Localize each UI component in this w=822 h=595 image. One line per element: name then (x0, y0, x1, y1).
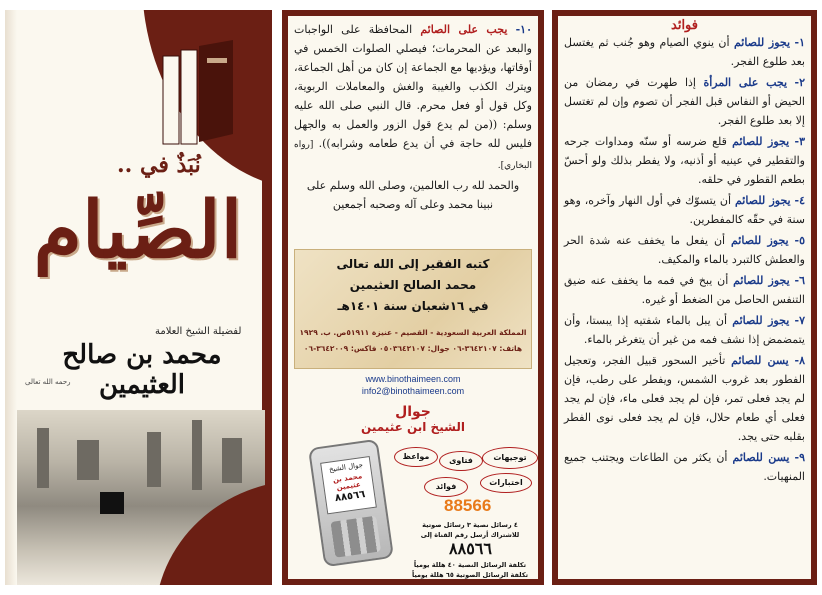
bubble-fatwas: فتاوى (439, 451, 483, 471)
benefit-item (564, 448, 805, 486)
kaaba-shape (100, 492, 124, 514)
item-number: ٦- (794, 274, 805, 287)
promo-subtitle: الشيخ ابن عثيمين (361, 420, 465, 434)
building-shape (77, 440, 99, 480)
item-heading: يجب على الصائم (420, 23, 508, 36)
right-panel (552, 10, 817, 585)
item-number: ٣- (794, 135, 805, 148)
item-heading: يسن للصائم (731, 354, 789, 367)
item-text: المحافظة على الواجبات والبعد عن المحرمات؛ فيصلي الصلوات الخمس في أوقاتها، ويؤديها مع الجماعة إن كان من أهل الجماعة، ويترك الكذب والغيبة والغش والمعاملات الربوية، وكل قول أو فعل محرم. قال النبي صلى الله عليه وسلم: ((من لم يدع قول الزور والعمل به والجهل فليس لله حاجة في أن يدع طعامه وشرابه)). (294, 23, 532, 150)
item-text: أن يبخ في فمه ما يخفف عنه ضيق التنفس الحاصل من الضغط أو غيره. (564, 274, 805, 306)
item-text: أن يبل بالماء شفتيه إذا يبستا، وأن يتمضمض إذا نشف فمه من غير أن يتغرغر بالماء. (564, 314, 805, 346)
signature-line-2: محمد الصالح العثيمين (349, 278, 477, 292)
email-link[interactable]: info2@binothaimeen.com (361, 386, 465, 396)
signature-line-3: في ١٦شعبان سنة ١٤٠١هـ (337, 299, 489, 313)
paragraph-10 (288, 16, 538, 176)
item-heading: يسن للصائم (732, 451, 790, 464)
bubble-benefits: فوائد (424, 477, 468, 497)
building-shape (37, 428, 49, 488)
middle-panel (282, 10, 544, 585)
item-heading: يجوز للصائم (733, 36, 791, 49)
hadith-reference: [رواه البخاري]. (294, 140, 532, 171)
item-number: ٥- (794, 234, 805, 247)
promo-line-2: للاشتراك أرسل رقم القناة إلى (420, 531, 520, 539)
contact-line: هاتف: ٣٦٤٢١٠٧-٠٦ جوال: ٠٥٠٣٦٤٢١٠٧ فاكس: ٣٦٤٢٠٠٩-٠٦ (303, 344, 523, 353)
books-icon (157, 38, 237, 148)
benefit-item (564, 73, 805, 130)
cover-edge-shade (5, 10, 17, 585)
item-number: ٨- (794, 354, 806, 367)
phone-screen-line-1: جوال الشيخ (328, 461, 364, 474)
promo-title: جوال (395, 404, 431, 420)
item-heading: يجب على المرأة (703, 76, 788, 89)
promo-line-1: ٤ رسائل نصية ٣ رسائل صوتية (422, 521, 518, 529)
cover-panel (5, 10, 272, 585)
mobile-phone-icon (308, 439, 394, 568)
website-link[interactable]: www.binothaimeen.com (365, 374, 461, 384)
right-panel-inner (558, 16, 811, 579)
closing-line-2: نبينا محمد وعلى آله وصحبه أجمعين (332, 198, 494, 211)
phone-keypad (330, 516, 381, 558)
item-heading: يجوز للصائم (734, 194, 791, 207)
bubble-guidance: توجيهات (482, 447, 538, 469)
phone-screen (320, 456, 377, 514)
building-shape (192, 420, 202, 490)
sms-code-arabic: ٨٨٥٦٦ (449, 539, 492, 558)
item-heading: يجوز للصائم (730, 234, 789, 247)
item-number: ٤- (794, 194, 806, 207)
sms-code-latin: 88566 (444, 496, 492, 515)
item-number: ١- (794, 36, 805, 49)
benefit-item (564, 33, 805, 71)
signature-line-1: كتبه الفقير إلى الله تعالى (336, 257, 490, 271)
bubble-sermons: مواعظ (394, 447, 438, 467)
item-text: أن يكثر من الطاعات ويجتنب جميع المنهيات. (564, 451, 805, 483)
item-number: ٢- (794, 76, 806, 89)
item-heading: يجوز للصائم (732, 135, 790, 148)
benefit-item (564, 132, 805, 189)
item-text: أن يتسوّك في أول النهار وآخره، وهو سنة في حقّه كالمفطرين. (564, 194, 805, 226)
benefit-item (564, 271, 805, 309)
benefit-item (564, 311, 805, 349)
promo-line-4: تكلفة الرسائل الصوتية ٦٥ هللة يومياً (411, 571, 529, 579)
item-heading: يجوز للصائم (732, 314, 790, 327)
item-text: قلع ضرسه أو سنّه ومداوات جرحه والتقطير في عينيه أو أذنيه، ولا يفطر بذلك ولو أحسّ بطعم القطور في حلقه. (564, 135, 805, 186)
benefits-list (558, 33, 811, 486)
item-number: ٧- (794, 314, 805, 327)
building-shape (147, 432, 161, 487)
author-suffix: رحمه الله تعالى (25, 378, 71, 386)
middle-panel-inner (288, 16, 538, 579)
bubble-tests: اختبارات (480, 473, 532, 493)
cover-subtitle: نُبَذٌ في .. (117, 152, 201, 178)
item-heading: يجوز للصائم (733, 274, 790, 287)
building-shape (222, 438, 242, 483)
item-text: أن ينوي الصيام وهو جُنب ثم يغتسل بعد طلوع الفجر. (564, 36, 805, 68)
benefits-heading: فوائد (671, 18, 698, 33)
closing-line-1: والحمد لله رب العالمين، وصلى الله وسلم على (306, 179, 520, 192)
address-line: المملكة العربية السعودية - القصيم - عنيزة ٥١٩١١ص. ب. ١٩٢٩ (299, 328, 527, 337)
item-text: تأخير السحور قبيل الفجر، وتعجيل الفطور بعد غروب الشمس، ويفطر على رطب، فإن لم يجد فعلى تمر، فإن لم يجد فعلى ماء، فإن لم يجد فعلى أي طعام حلال، فإن لم يجد فعلى نوى الفطر بقلبه حتى يجد. (564, 354, 805, 443)
phone-screen-line-2: محمد بن عثيمين (332, 472, 363, 492)
item-number: ٩- (794, 451, 806, 464)
item-number: ١٠- (515, 23, 532, 36)
cover-title: الصِّيام (33, 185, 243, 276)
mobile-service-promo (294, 401, 532, 579)
item-text: أن يفعل ما يخفف عنه شدة الحر والعطش كالتبرد بالماء والمكيف. (564, 234, 805, 266)
item-text: إذا طهرت في رمضان من الحيض أو النفاس قبل الفجر أن تصوم وإن لم تغتسل إلا بعد طلوع الفجر. (564, 76, 805, 127)
benefit-item (564, 231, 805, 269)
author-signature-box (294, 249, 532, 369)
benefit-item (564, 351, 805, 446)
promo-line-3: تكلفة الرسائل النصية ٤٠ هللة يومياً (413, 561, 527, 569)
phone-screen-number: ٨٨٥٦٦ (334, 488, 366, 505)
benefit-item (564, 191, 805, 229)
author-name: محمد بن صالح العثيمين (62, 340, 222, 400)
author-prefix: لفضيلة الشيخ العلامة (155, 326, 242, 337)
